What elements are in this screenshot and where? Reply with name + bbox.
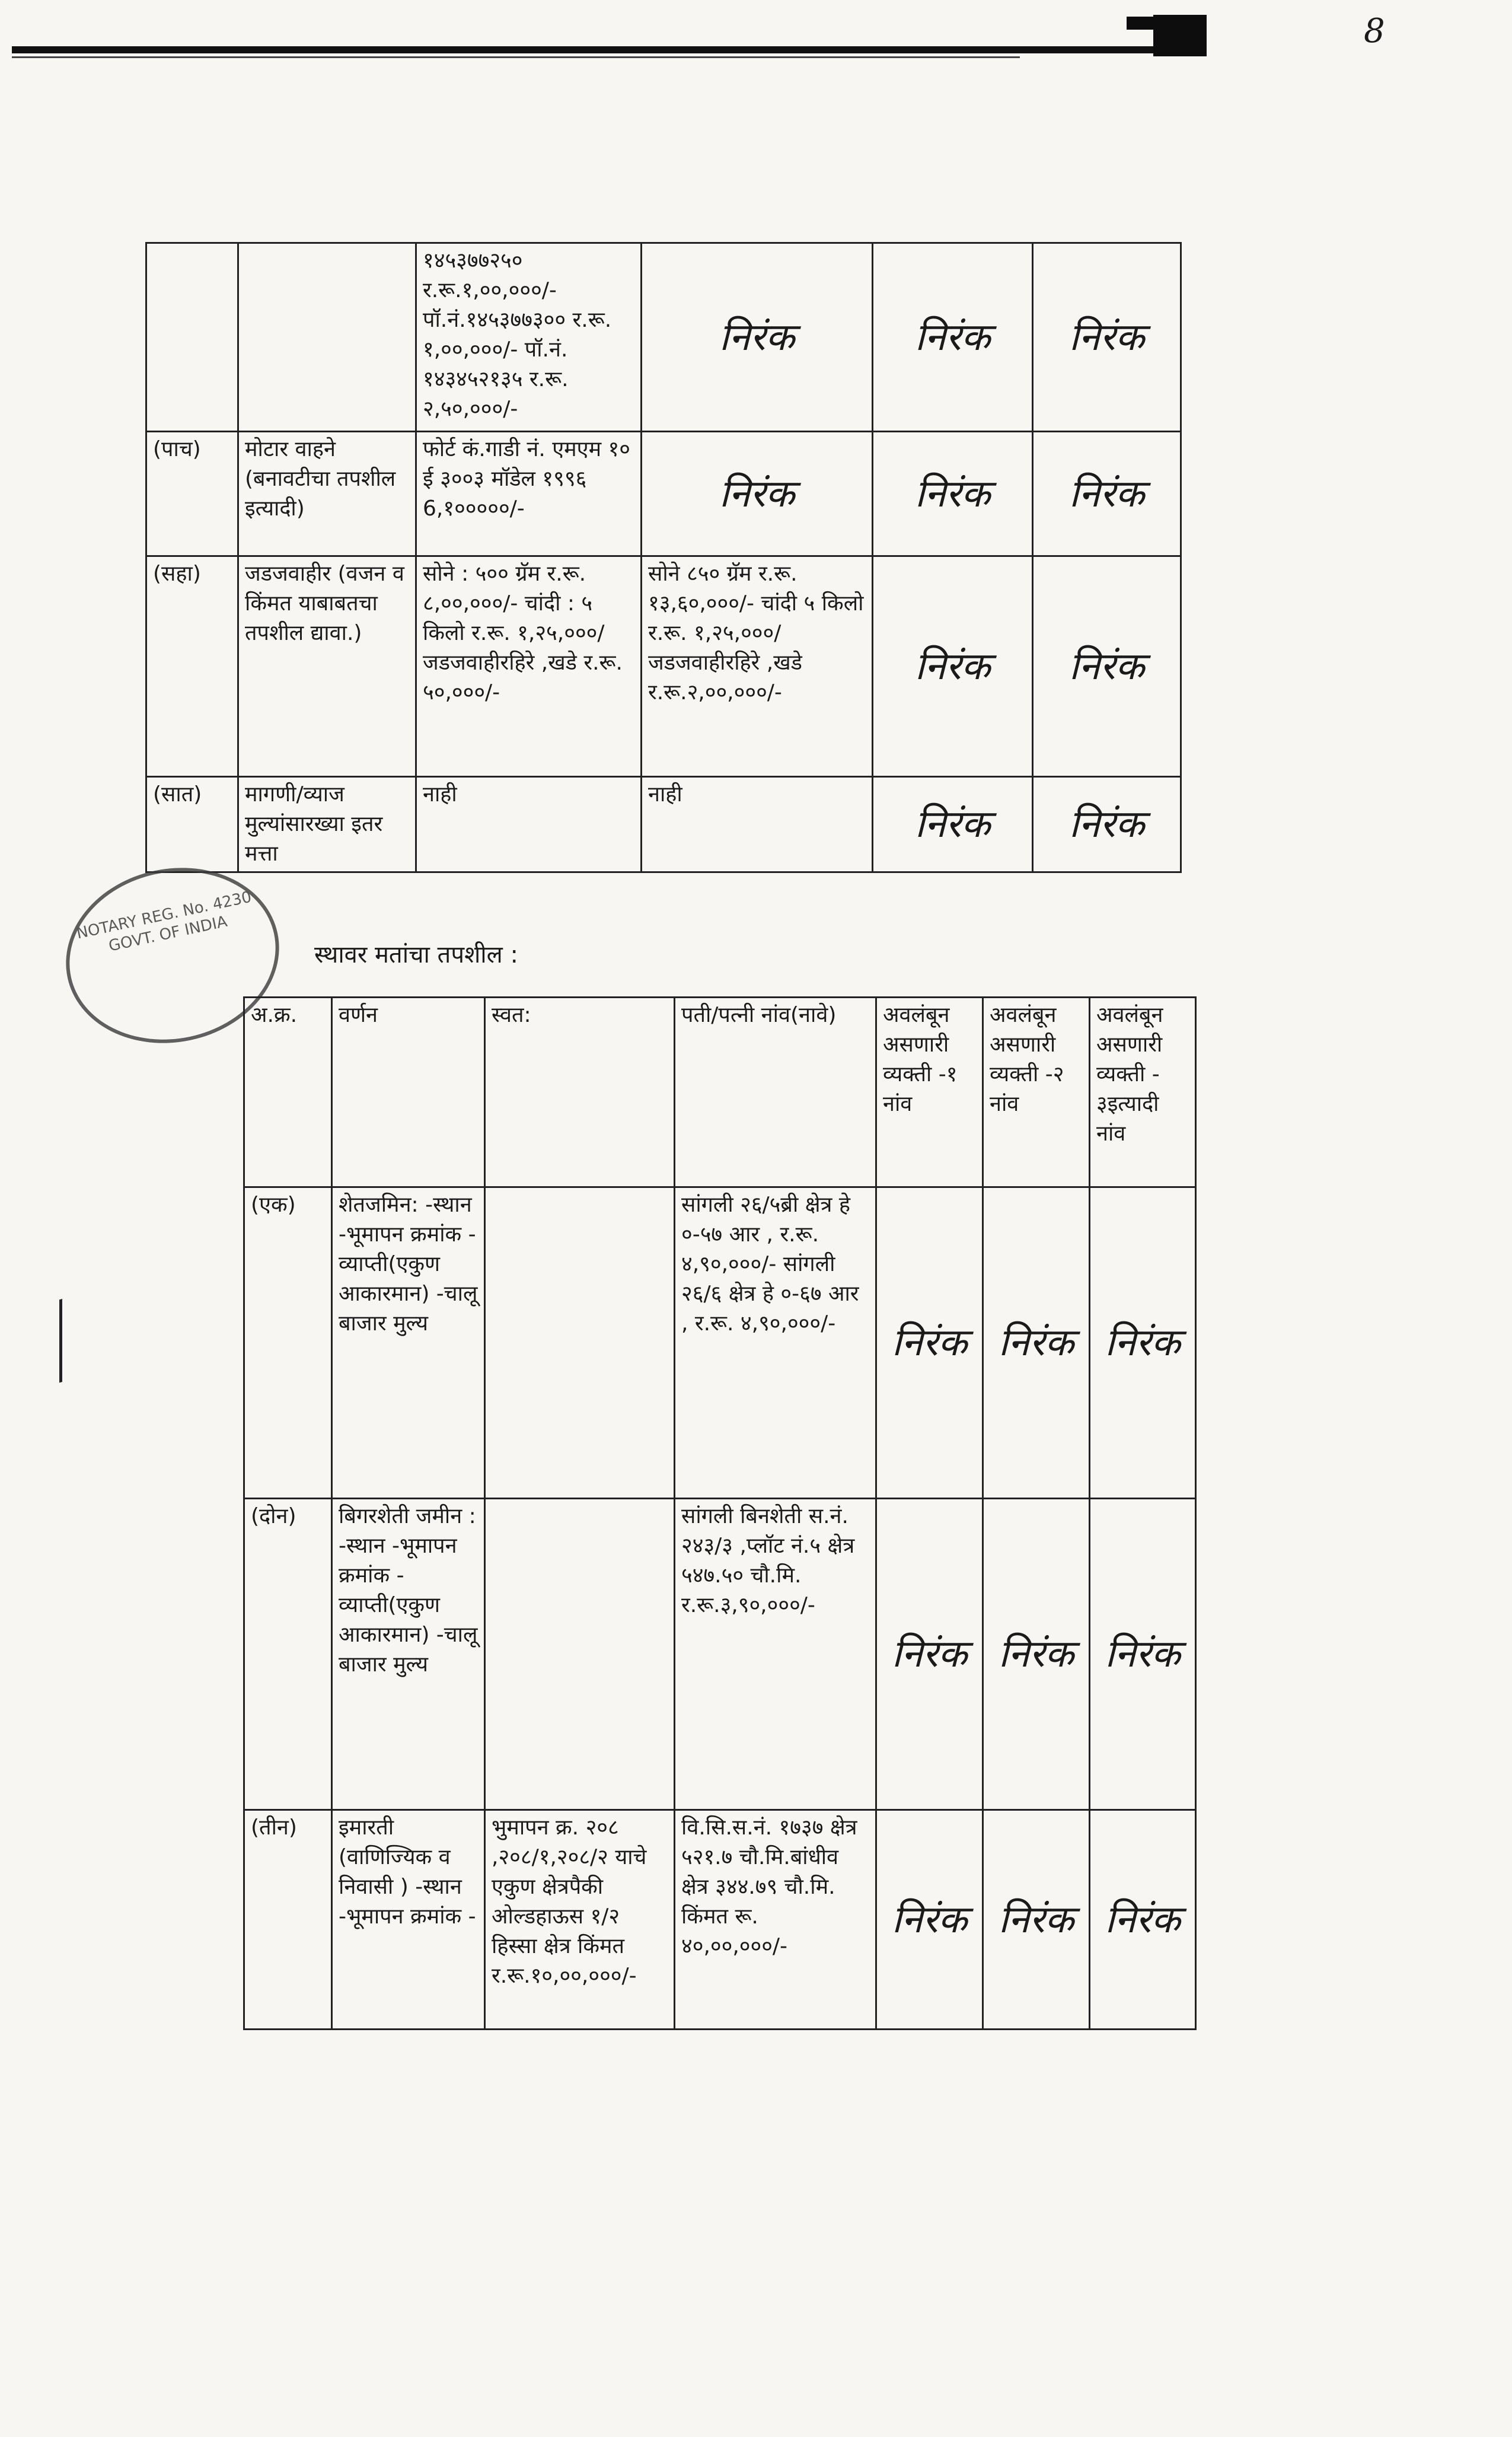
header-dependent-3: अवलंबून असणारी व्यक्ती - ३इत्यादी नांव <box>1090 998 1196 1187</box>
dependent1-value: निरंक <box>876 1499 983 1810</box>
header-self: स्वत: <box>485 998 675 1187</box>
row-number: (पाच) <box>146 432 238 556</box>
stamp-text: NOTARY REG. No. 4230 GOVT. OF INDIA <box>75 888 253 955</box>
dependent1-value: निरंक <box>873 243 1033 432</box>
self-value: सोने : ५०० ग्रॅम र.रू. ८,००,०००/- चांदी : ५ किलो र.रू. १,२५,०००/ जडजवाहीरहिरे ,खडे र.रू. ५०,०००/- <box>416 556 642 777</box>
header-description: वर्णन <box>332 998 485 1187</box>
spouse-value: वि.सि.स.नं. १७३७ क्षेत्र ५२१.७ चौ.मि.बांधीव क्षेत्र ३४४.७९ चौ.मि. किंमत रू. ४०,००,०००/- <box>675 1810 876 2030</box>
dependent1-value: निरंक <box>873 556 1033 777</box>
row-number: (सहा) <box>146 556 238 777</box>
table-row <box>146 556 1181 777</box>
dependent3-value: निरंक <box>1090 1810 1196 2030</box>
row-number: (दोन) <box>244 1499 332 1810</box>
table-row <box>146 777 1181 872</box>
spouse-value: निरंक <box>642 243 873 432</box>
movable-assets-table <box>145 242 1182 873</box>
row-description: मोटार वाहने (बनावटीचा तपशील इत्यादी) <box>238 432 416 556</box>
header-serial: अ.क्र. <box>244 998 332 1187</box>
dependent1-value: निरंक <box>876 1810 983 2030</box>
header-spouse: पती/पत्नी नांव(नावे) <box>675 998 876 1187</box>
spouse-value: निरंक <box>642 432 873 556</box>
row-description: बिगरशेती जमीन : -स्थान -भूमापन क्रमांक - व्याप्ती(एकुण आकारमान) -चालू बाजार मुल्य <box>332 1499 485 1810</box>
row-description: इमारती (वाणिज्यिक व निवासी ) -स्थान -भूमापन क्रमांक - <box>332 1810 485 2030</box>
dependent1-value: निरंक <box>873 777 1033 872</box>
spouse-value: सांगली बिनशेती स.नं. २४३/३ ,प्लॉट नं.५ क्षेत्र ५४७.५० चौ.मि. र.रू.३,९०,०००/- <box>675 1499 876 1810</box>
table-row <box>146 243 1181 432</box>
self-value: १४५३७७२५० र.रू.१,००,०००/- पॉ.नं.१४५३७७३०० र.रू. १,००,०००/- पॉ.नं. १४३४५२१३५ र.रू. २,५०,०००/- <box>416 243 642 432</box>
dependent2-value: निरंक <box>983 1187 1090 1499</box>
self-value: भुमापन क्र. २०८ ,२०८/१,२०८/२ याचे एकुण क्षेत्रपैकी ओल्डहाऊस १/२ हिस्सा क्षेत्र किंमत र.रू.१०,००,०००/- <box>485 1810 675 2030</box>
self-value: नाही <box>416 777 642 872</box>
self-value: फोर्ट कं.गाडी नं. एमएम १० ई ३००३ मॉडेल १९९६ 6,१०००००/- <box>416 432 642 556</box>
row-number: (तीन) <box>244 1810 332 2030</box>
dependent3-value: निरंक <box>1090 1499 1196 1810</box>
dependent2-value: निरंक <box>1033 243 1181 432</box>
row-number: (सात) <box>146 777 238 872</box>
self-value <box>485 1499 675 1810</box>
immovable-assets-table <box>243 996 1197 2030</box>
row-description: मागणी/व्याज मुल्यांसारख्या इतर मत्ता <box>238 777 416 872</box>
row-description <box>238 243 416 432</box>
dependent3-value: निरंक <box>1090 1187 1196 1499</box>
table-row <box>244 1187 1196 1499</box>
row-number: (एक) <box>244 1187 332 1499</box>
table-row <box>146 432 1181 556</box>
dependent2-value: निरंक <box>983 1810 1090 2030</box>
self-value <box>485 1187 675 1499</box>
row-description: शेतजमिन: -स्थान -भूमापन क्रमांक - व्याप्ती(एकुण आकारमान) -चालू बाजार मुल्य <box>332 1187 485 1499</box>
table-row <box>244 1499 1196 1810</box>
table-row <box>244 1810 1196 2030</box>
spouse-value: सोने ८५० ग्रॅम र.रू. १३,६०,०००/- चांदी ५ किलो र.रू. १,२५,०००/ जडजवाहीरहिरे ,खडे र.रू.२,००,०००/- <box>642 556 873 777</box>
header-dependent-2: अवलंबून असणारी व्यक्ती -२ नांव <box>983 998 1090 1187</box>
row-number <box>146 243 238 432</box>
dependent1-value: निरंक <box>873 432 1033 556</box>
dependent2-value: निरंक <box>1033 777 1181 872</box>
scan-mark <box>1153 15 1207 56</box>
table-header-row <box>244 998 1196 1187</box>
section-title: स्थावर मतांचा तपशील : <box>314 941 518 969</box>
scan-top-bar <box>12 46 1186 53</box>
scan-mark-small <box>1127 17 1156 30</box>
row-description: जडजवाहीर (वजन व किंमत याबाबतचा तपशील द्यावा.) <box>238 556 416 777</box>
spouse-value: सांगली २६/५ब्री क्षेत्र हे ०-५७ आर , र.रू. ४,९०,०००/- सांगली २६/६ क्षेत्र हे ०-६७ आर , र.रू. ४,९०,०००/- <box>675 1187 876 1499</box>
dependent2-value: निरंक <box>983 1499 1090 1810</box>
spouse-value: नाही <box>642 777 873 872</box>
signature-mark <box>59 1286 110 1383</box>
dependent2-value: निरंक <box>1033 556 1181 777</box>
dependent2-value: निरंक <box>1033 432 1181 556</box>
dependent1-value: निरंक <box>876 1187 983 1499</box>
header-dependent-1: अवलंबून असणारी व्यक्ती -१ नांव <box>876 998 983 1187</box>
page-number: 8 <box>1364 12 1385 50</box>
scan-top-line <box>12 56 1020 58</box>
